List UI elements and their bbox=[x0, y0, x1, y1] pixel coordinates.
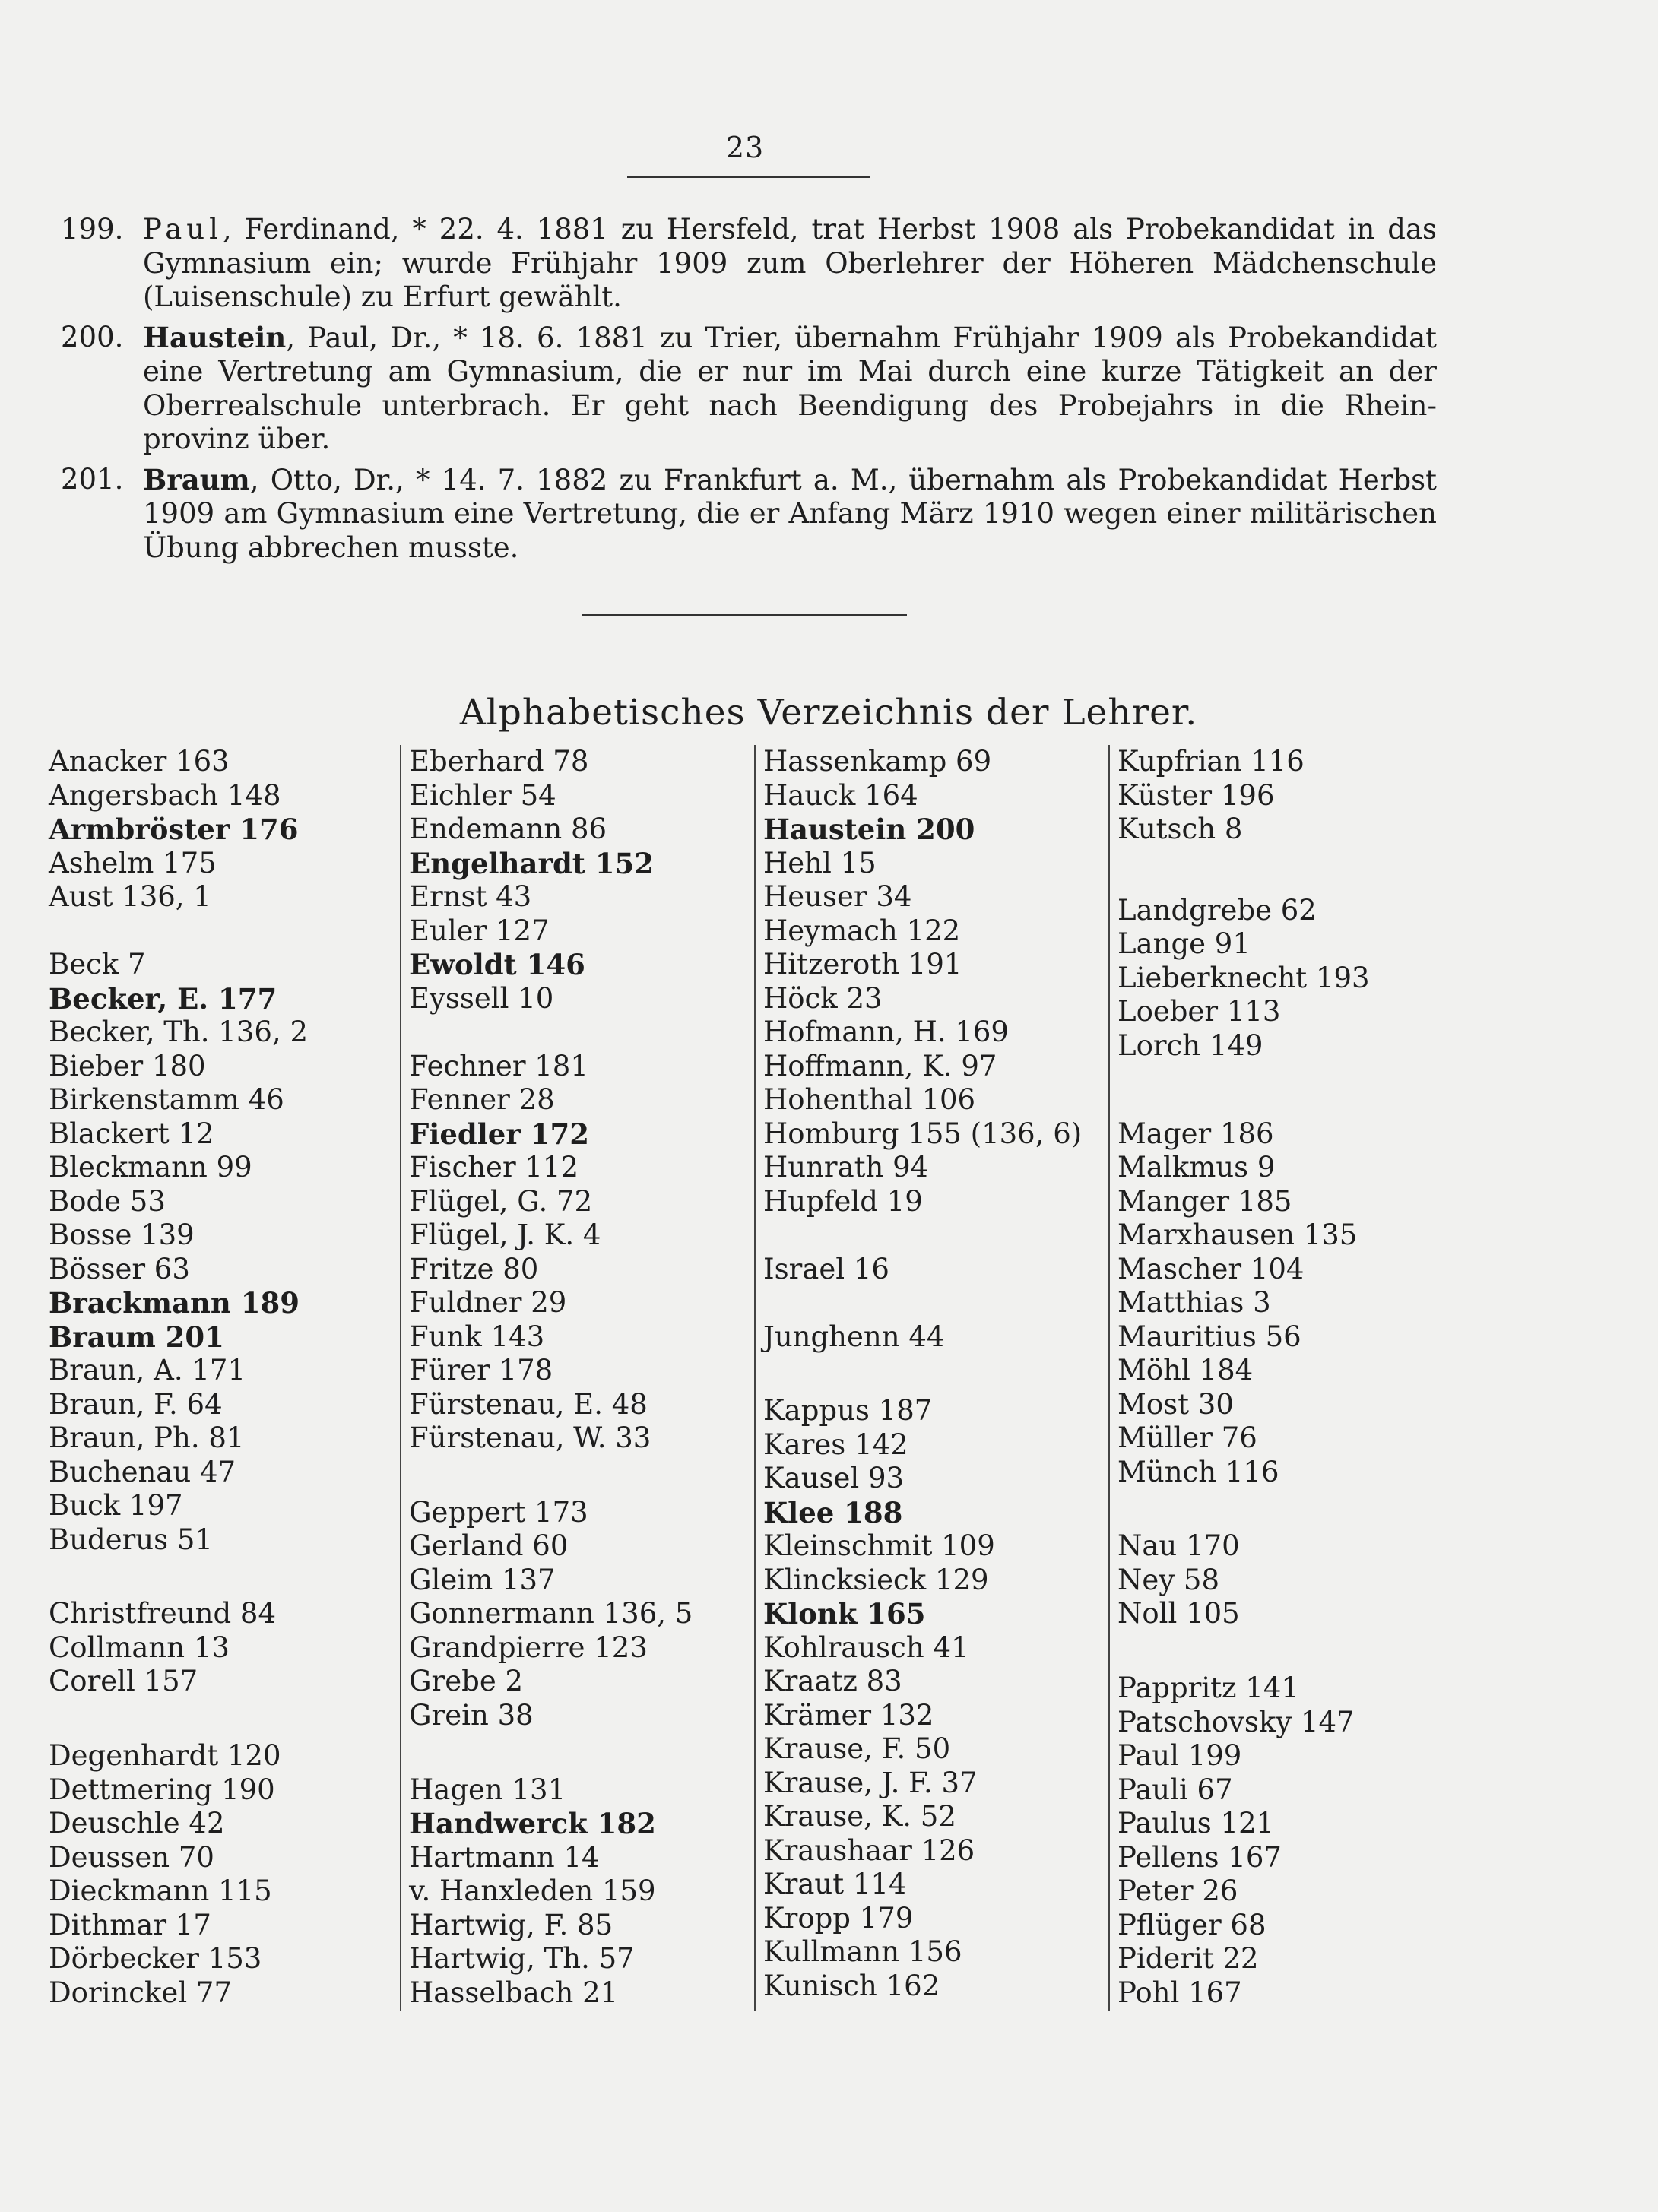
entry-line bbox=[143, 321, 1437, 356]
index-entry: Kunisch 162 bbox=[763, 1969, 940, 2002]
index-entry: Anacker 163 bbox=[49, 745, 230, 778]
index-entry: Endemann 86 bbox=[409, 813, 607, 845]
index-entry: Angersbach 148 bbox=[49, 778, 281, 812]
teacher-entry bbox=[53, 213, 1437, 315]
index-entry: Peter 26 bbox=[1117, 1874, 1238, 1908]
header-rule bbox=[627, 176, 870, 178]
index-entry: Eichler 54 bbox=[409, 778, 556, 812]
index-entry: Lorch 149 bbox=[1117, 1028, 1263, 1062]
index-entry: Kleinschmit 109 bbox=[763, 1529, 995, 1563]
index-entry: Ernst 43 bbox=[409, 880, 532, 913]
index-entry: Krause, K. 52 bbox=[763, 1800, 956, 1833]
index-entry: Corell 157 bbox=[49, 1665, 198, 1698]
page-number: 23 bbox=[725, 131, 765, 164]
index-entry: Fenner 28 bbox=[409, 1083, 555, 1116]
teacher-index bbox=[38, 745, 1406, 2011]
index-entry: Collmann 13 bbox=[49, 1630, 230, 1664]
index-entry: Geppert 173 bbox=[409, 1495, 588, 1529]
entry-name: Braum bbox=[143, 462, 250, 496]
index-entry: Hoffmann, K. 97 bbox=[763, 1049, 997, 1082]
index-entry: Grebe 2 bbox=[409, 1665, 524, 1698]
index-entry: Junghenn 44 bbox=[763, 1320, 945, 1353]
index-entry: Funk 143 bbox=[409, 1320, 545, 1353]
index-entry: Kropp 179 bbox=[763, 1901, 914, 1935]
index-entry: Münch 116 bbox=[1117, 1455, 1279, 1488]
index-entry: Eberhard 78 bbox=[409, 745, 589, 778]
index-entry: Bleckmann 99 bbox=[49, 1151, 252, 1184]
index-entry: Fiedler 172 bbox=[409, 1117, 589, 1151]
teacher-entries bbox=[53, 213, 1437, 571]
index-entry: Malkmus 9 bbox=[1117, 1151, 1276, 1184]
index-entry: Gonnermann 136, 5 bbox=[409, 1597, 693, 1630]
index-entry: Hitzeroth 191 bbox=[763, 948, 962, 981]
index-entry: Handwerck 182 bbox=[409, 1807, 656, 1841]
index-entry: Fuldner 29 bbox=[409, 1286, 567, 1319]
index-entry: Kausel 93 bbox=[763, 1462, 905, 1495]
index-entry: Pellens 167 bbox=[1117, 1840, 1282, 1874]
index-column-3 bbox=[754, 745, 1113, 2011]
index-entry: Hunrath 94 bbox=[763, 1151, 929, 1184]
entry-text: , Ferdinand, * 22. 4. 1881 zu Hersfeld, trat Herbst 1908 als Probekandidat in das bbox=[222, 213, 1437, 246]
index-entry: Becker, E. 177 bbox=[49, 981, 277, 1016]
index-entry: Dorinckel 77 bbox=[49, 1976, 233, 2009]
index-entry: Braun, Ph. 81 bbox=[49, 1421, 245, 1454]
index-entry: Hagen 131 bbox=[409, 1773, 566, 1806]
index-entry: Fritze 80 bbox=[409, 1252, 539, 1285]
index-entry: Armbröster 176 bbox=[49, 813, 299, 846]
index-entry: Ney 58 bbox=[1117, 1563, 1220, 1596]
index-column-2 bbox=[400, 745, 759, 2011]
index-entry: Ewoldt 146 bbox=[409, 948, 585, 981]
index-entry: Fürer 178 bbox=[409, 1354, 553, 1386]
index-entry: Buck 197 bbox=[49, 1489, 183, 1522]
entry-line: 1909 am Gymnasium eine Vertretung, die er Anfang März 1910 wegen einer militärischen bbox=[143, 497, 1437, 530]
index-entry: Dieckmann 115 bbox=[49, 1874, 272, 1908]
index-entry: Kappus 187 bbox=[763, 1394, 933, 1428]
index-entry: Christfreund 84 bbox=[49, 1597, 276, 1630]
index-entry: Krämer 132 bbox=[763, 1698, 934, 1732]
index-entry: Bieber 180 bbox=[49, 1049, 206, 1082]
entry-number: 201. bbox=[61, 462, 124, 496]
index-entry: Buchenau 47 bbox=[49, 1455, 236, 1488]
index-entry: Manger 185 bbox=[1117, 1184, 1292, 1218]
index-entry: Krause, F. 50 bbox=[763, 1732, 951, 1766]
index-entry: Hehl 15 bbox=[763, 846, 877, 879]
index-entry: Höck 23 bbox=[763, 981, 883, 1015]
index-entry: Deuschle 42 bbox=[49, 1807, 225, 1840]
teacher-entry bbox=[53, 321, 1437, 457]
index-entry: Klonk 165 bbox=[763, 1597, 926, 1631]
index-entry: Ashelm 175 bbox=[49, 846, 217, 879]
index-entry: Kraatz 83 bbox=[763, 1665, 902, 1698]
index-entry: Loeber 113 bbox=[1117, 995, 1281, 1028]
entry-line: (Luisenschule) zu Erfurt gewählt. bbox=[143, 280, 622, 313]
index-entry: Fürstenau, E. 48 bbox=[409, 1387, 648, 1421]
index-entry: Müller 76 bbox=[1117, 1421, 1257, 1454]
index-entry: Lange 91 bbox=[1117, 927, 1251, 961]
index-entry: Landgrebe 62 bbox=[1117, 893, 1317, 927]
index-entry: Möhl 184 bbox=[1117, 1354, 1254, 1386]
index-entry: Kares 142 bbox=[763, 1428, 908, 1461]
index-entry: Küster 196 bbox=[1117, 778, 1275, 812]
index-entry: Dörbecker 153 bbox=[49, 1942, 262, 1976]
index-entry: Braum 201 bbox=[49, 1320, 224, 1354]
index-entry: Beck 7 bbox=[49, 948, 146, 981]
index-entry: Hasselbach 21 bbox=[409, 1976, 619, 2009]
index-entry: Flügel, G. 72 bbox=[409, 1184, 593, 1218]
index-entry: Euler 127 bbox=[409, 914, 550, 947]
index-entry: Hauck 164 bbox=[763, 778, 918, 812]
index-entry: Hartwig, F. 85 bbox=[409, 1908, 613, 1941]
entry-text: , Otto, Dr., * 14. 7. 1882 zu Frankfurt a. M., übernahm als Probekandidat Herbst bbox=[249, 463, 1437, 496]
index-entry: Piderit 22 bbox=[1117, 1942, 1259, 1976]
index-entry: Aust 136, 1 bbox=[49, 880, 211, 913]
index-entry: Hupfeld 19 bbox=[763, 1184, 923, 1218]
index-entry: Hofmann, H. 169 bbox=[763, 1016, 1009, 1048]
entry-line bbox=[143, 463, 1437, 498]
index-entry: Gleim 137 bbox=[409, 1563, 556, 1596]
entry-line: eine Vertretung am Gymnasium, die er nur im Mai durch eine kurze Tätigkeit an der bbox=[143, 355, 1437, 388]
entry-text: , Paul, Dr., * 18. 6. 1881 zu Trier, übernahm Frühjahr 1909 als Probekandidat bbox=[286, 321, 1437, 354]
index-entry: Klee 188 bbox=[763, 1495, 903, 1529]
index-column-1 bbox=[49, 745, 398, 2011]
index-entry: Kraushaar 126 bbox=[763, 1833, 975, 1867]
index-entry: Buderus 51 bbox=[49, 1523, 213, 1556]
index-entry: Noll 105 bbox=[1117, 1597, 1240, 1630]
index-entry: Haustein 200 bbox=[763, 813, 975, 846]
index-entry: Heuser 34 bbox=[763, 880, 912, 913]
index-entry: Most 30 bbox=[1117, 1387, 1234, 1421]
index-entry: Paulus 121 bbox=[1117, 1807, 1275, 1840]
index-entry: Pflüger 68 bbox=[1117, 1908, 1266, 1941]
index-entry: Pappritz 141 bbox=[1117, 1672, 1299, 1705]
index-entry: Bode 53 bbox=[49, 1184, 166, 1218]
index-entry: Hassenkamp 69 bbox=[763, 745, 992, 778]
index-entry: Braun, F. 64 bbox=[49, 1387, 223, 1421]
index-entry: Kraut 114 bbox=[763, 1868, 907, 1901]
entry-number: 199. bbox=[61, 213, 124, 246]
index-entry: Fischer 112 bbox=[409, 1151, 579, 1184]
index-entry: Kutsch 8 bbox=[1117, 813, 1243, 845]
index-entry: Fechner 181 bbox=[409, 1049, 588, 1082]
index-entry: Paul 199 bbox=[1117, 1739, 1242, 1773]
entry-line bbox=[143, 213, 1437, 247]
index-entry: Homburg 155 (136, 6) bbox=[763, 1117, 1083, 1150]
index-entry: Kullmann 156 bbox=[763, 1935, 962, 1969]
index-entry: Hartwig, Th. 57 bbox=[409, 1942, 635, 1976]
index-entry: Dithmar 17 bbox=[49, 1908, 211, 1941]
entry-line: Übung abbrechen musste. bbox=[143, 531, 519, 564]
index-entry: Deussen 70 bbox=[49, 1840, 214, 1874]
index-entry: Klincksieck 129 bbox=[763, 1563, 989, 1596]
index-entry: Marxhausen 135 bbox=[1117, 1219, 1358, 1251]
index-column-4 bbox=[1108, 745, 1467, 2011]
index-entry: Kohlrausch 41 bbox=[763, 1630, 969, 1664]
index-entry: Bösser 63 bbox=[49, 1252, 190, 1285]
index-entry: Fürstenau, W. 33 bbox=[409, 1421, 651, 1454]
index-entry: Flügel, J. K. 4 bbox=[409, 1219, 601, 1251]
index-entry: Mauritius 56 bbox=[1117, 1320, 1301, 1353]
index-entry: Blackert 12 bbox=[49, 1117, 214, 1150]
index-entry: Hohenthal 106 bbox=[763, 1083, 976, 1116]
index-entry: Braun, A. 171 bbox=[49, 1354, 246, 1386]
entry-line: provinz über. bbox=[143, 423, 331, 455]
index-entry: Gerland 60 bbox=[409, 1529, 569, 1563]
index-entry: Krause, J. F. 37 bbox=[763, 1766, 978, 1799]
index-entry: Israel 16 bbox=[763, 1252, 889, 1285]
index-entry: v. Hanxleden 159 bbox=[409, 1874, 656, 1908]
index-entry: Lieberknecht 193 bbox=[1117, 961, 1370, 994]
index-entry: Brackmann 189 bbox=[49, 1286, 300, 1320]
index-entry: Kupfrian 116 bbox=[1117, 745, 1305, 778]
index-entry: Birkenstamm 46 bbox=[49, 1083, 284, 1116]
index-entry: Heymach 122 bbox=[763, 914, 961, 947]
index-entry: Bosse 139 bbox=[49, 1219, 195, 1251]
index-entry: Grein 38 bbox=[409, 1698, 534, 1732]
entry-name: Haustein bbox=[143, 320, 287, 354]
index-entry: Nau 170 bbox=[1117, 1529, 1240, 1563]
teacher-entry bbox=[53, 463, 1437, 566]
index-entry: Patschovsky 147 bbox=[1117, 1705, 1355, 1738]
entry-line: Oberrealschule unterbrach. Er geht nach Beendigung des Probejahrs in die Rhein- bbox=[143, 388, 1437, 422]
index-entry: Degenhardt 120 bbox=[49, 1739, 281, 1773]
index-entry: Engelhardt 152 bbox=[409, 846, 655, 880]
index-entry: Pohl 167 bbox=[1117, 1976, 1242, 2009]
section-divider bbox=[582, 614, 907, 616]
index-entry: Hartmann 14 bbox=[409, 1840, 600, 1874]
index-entry: Grandpierre 123 bbox=[409, 1630, 648, 1664]
index-entry: Mascher 104 bbox=[1117, 1252, 1305, 1285]
index-entry: Mager 186 bbox=[1117, 1117, 1274, 1150]
index-entry: Eyssell 10 bbox=[409, 981, 554, 1015]
entry-name: Paul bbox=[143, 213, 223, 246]
index-title: Alphabetisches Verzeichnis der Lehrer. bbox=[459, 692, 1198, 734]
index-entry: Matthias 3 bbox=[1117, 1286, 1271, 1319]
index-entry: Becker, Th. 136, 2 bbox=[49, 1016, 308, 1048]
index-entry: Dettmering 190 bbox=[49, 1773, 275, 1806]
entry-number: 200. bbox=[61, 320, 124, 353]
index-entry: Pauli 67 bbox=[1117, 1773, 1233, 1806]
entry-line: Gymnasium ein; wurde Frühjahr 1909 zum Oberlehrer der Höheren Mädchenschule bbox=[143, 246, 1437, 280]
